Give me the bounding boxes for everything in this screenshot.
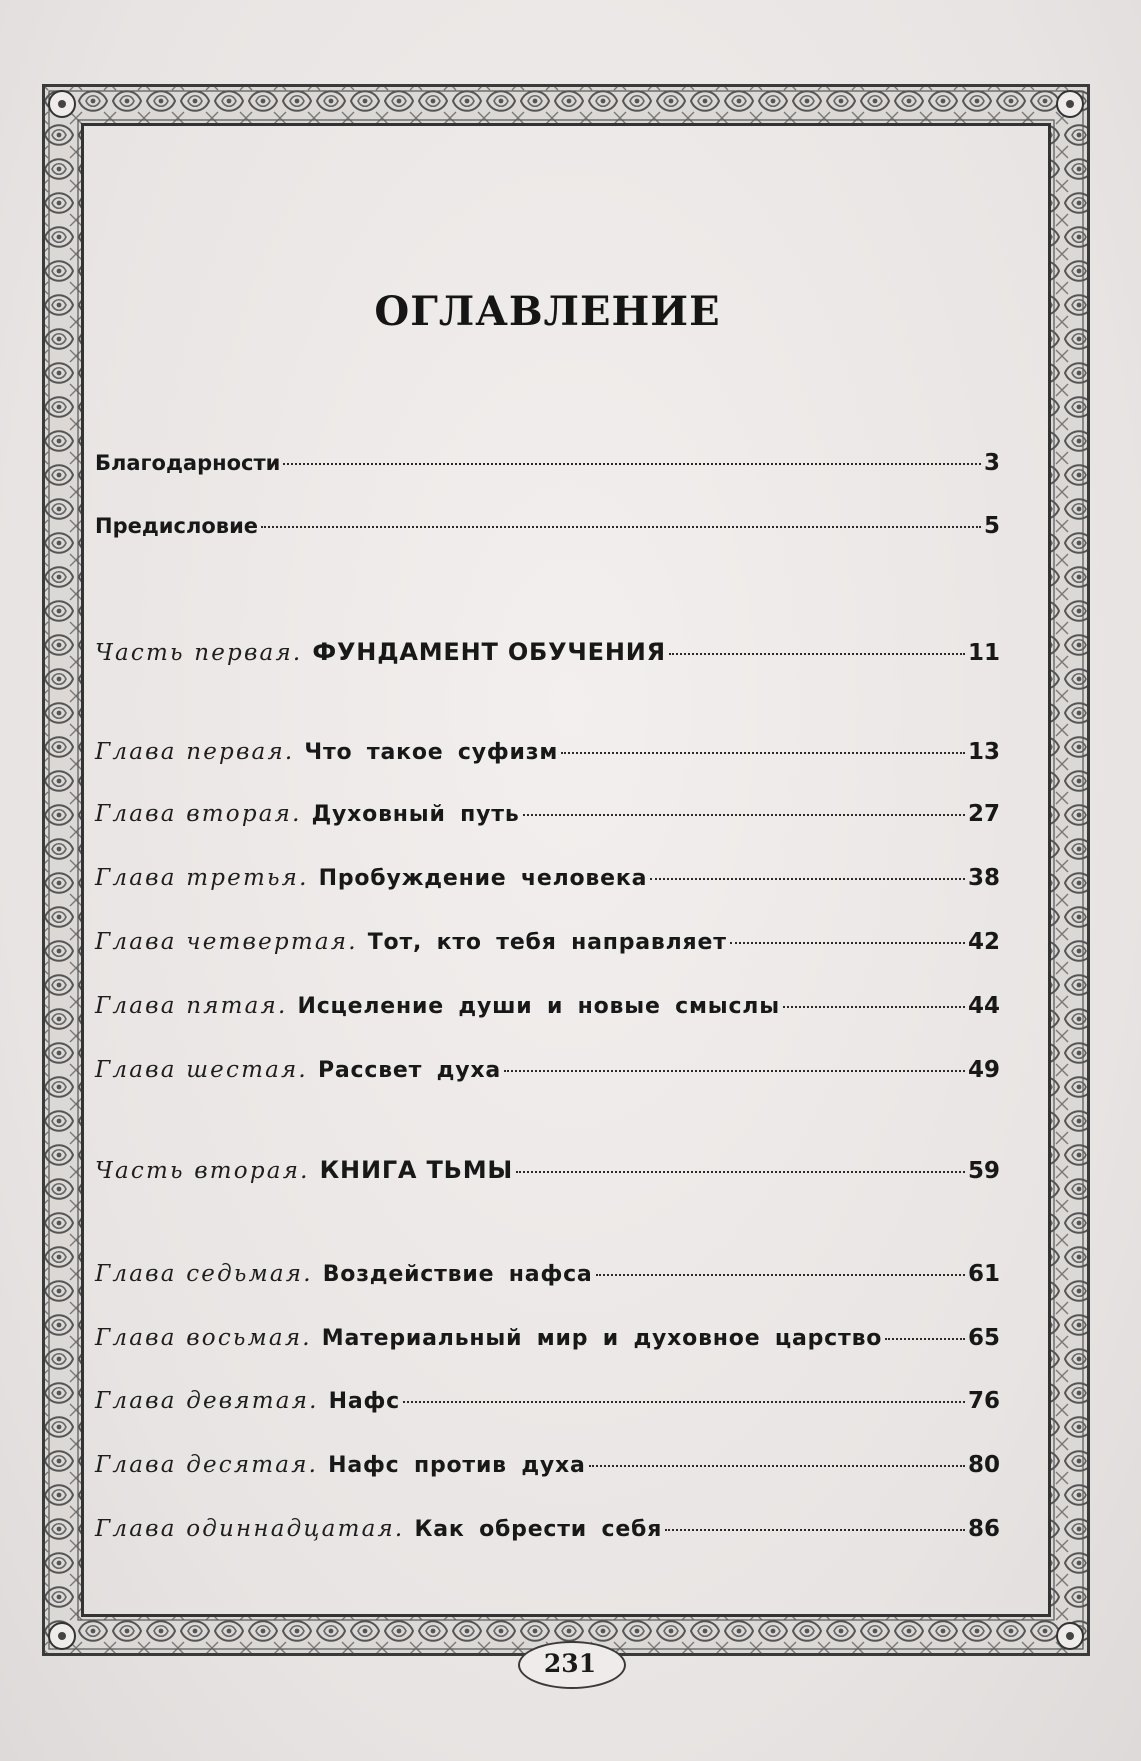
toc-entry-title: Предисловие xyxy=(95,514,259,538)
dot-leader xyxy=(783,1006,965,1008)
toc-entry-page: 49 xyxy=(967,1057,1000,1083)
toc-entry-label xyxy=(95,638,666,666)
toc-entry xyxy=(95,864,1000,898)
toc-entry-page: 80 xyxy=(967,1452,1000,1478)
toc-entry-label xyxy=(95,1387,400,1414)
toc-entry-prefix: Часть первая. xyxy=(95,640,303,666)
toc-entry-label xyxy=(95,1451,586,1478)
toc-entry xyxy=(95,1515,1000,1549)
toc-entry-page: 38 xyxy=(967,865,1000,891)
toc-entry-page: 13 xyxy=(967,739,1000,765)
toc-entry-page: 3 xyxy=(983,450,1000,476)
dot-leader xyxy=(665,1529,965,1531)
toc-entry-label xyxy=(95,992,780,1019)
toc-entry-prefix: Глава вторая. xyxy=(95,801,302,827)
toc-entry-label xyxy=(95,1515,662,1542)
toc-entry xyxy=(95,1451,1000,1485)
toc-entry-prefix: Часть вторая. xyxy=(95,1158,310,1184)
toc-entry-title: Что такое суфизм xyxy=(304,740,559,765)
toc-entry-label xyxy=(95,800,520,827)
dot-leader xyxy=(516,1171,965,1173)
toc-entry-title: КНИГА ТЬМЫ xyxy=(319,1156,514,1184)
toc-entry xyxy=(95,638,1000,672)
toc-entry-page: 65 xyxy=(967,1325,1000,1351)
dot-leader xyxy=(669,653,965,655)
dot-leader xyxy=(589,1465,965,1467)
toc-entry-page: 11 xyxy=(967,640,1000,666)
toc-entry xyxy=(95,1387,1000,1421)
toc-entry-title: Материальный мир и духовное царство xyxy=(321,1326,883,1351)
toc-entry-title: Нафс xyxy=(328,1389,400,1414)
dot-leader xyxy=(885,1338,965,1340)
toc-entry-label xyxy=(95,928,727,955)
toc-entry-title: Как обрести себя xyxy=(414,1517,663,1542)
toc-entry-prefix: Глава одиннадцатая. xyxy=(95,1516,405,1542)
toc-entry-label xyxy=(95,1056,501,1083)
toc-entry xyxy=(95,449,1000,483)
toc-entry-prefix: Глава девятая. xyxy=(95,1388,319,1414)
toc-entry xyxy=(95,1156,1000,1190)
toc-entry-title: ФУНДАМЕНТ ОБУЧЕНИЯ xyxy=(312,638,666,666)
dot-leader xyxy=(596,1274,965,1276)
toc-entry-page: 86 xyxy=(967,1516,1000,1542)
toc-entry-title: Нафс против духа xyxy=(328,1453,586,1478)
toc-entry-title: Тот, кто тебя направляет xyxy=(367,930,727,955)
page-number xyxy=(510,1641,630,1685)
toc-entry-label xyxy=(95,449,280,476)
toc-entry xyxy=(95,738,1000,772)
dot-leader xyxy=(730,942,965,944)
toc-entry-page: 42 xyxy=(967,929,1000,955)
dot-leader xyxy=(283,463,981,465)
toc-entry-page: 59 xyxy=(967,1158,1000,1184)
toc-entry-title: Благодарности xyxy=(95,451,281,475)
dot-leader xyxy=(403,1401,965,1403)
toc-entry-title: Воздействие нафса xyxy=(322,1262,593,1287)
toc-entry-page: 44 xyxy=(967,993,1000,1019)
toc-entry-prefix: Глава первая. xyxy=(95,739,295,765)
dot-leader xyxy=(561,752,965,754)
page-number-text: 231 xyxy=(543,1648,597,1678)
dot-leader xyxy=(261,526,981,528)
toc-entry xyxy=(95,512,1000,546)
toc-entry-page: 76 xyxy=(967,1388,1000,1414)
toc-entry xyxy=(95,928,1000,962)
toc-entry-prefix: Глава пятая. xyxy=(95,993,288,1019)
toc-entry-prefix: Глава седьмая. xyxy=(95,1261,313,1287)
toc-entry-label xyxy=(95,1324,882,1351)
toc-entry-prefix: Глава шестая. xyxy=(95,1057,308,1083)
toc-entry-page: 5 xyxy=(983,513,1000,539)
toc-entry-prefix: Глава четвертая. xyxy=(95,929,358,955)
toc-entry-title: Рассвет духа xyxy=(317,1058,501,1083)
toc-entry-prefix: Глава третья. xyxy=(95,865,309,891)
toc-entry-title: Духовный путь xyxy=(311,802,520,827)
toc-entry-prefix: Глава восьмая. xyxy=(95,1325,312,1351)
toc-entry xyxy=(95,992,1000,1026)
dot-leader xyxy=(504,1070,965,1072)
toc-entry-page: 27 xyxy=(967,801,1000,827)
toc-entry xyxy=(95,1260,1000,1294)
toc-entry-label xyxy=(95,512,258,539)
toc-entry-title: Исцеление души и новые смыслы xyxy=(297,994,780,1019)
toc-entry-label xyxy=(95,738,558,765)
page-title: ОГЛАВЛЕНИЕ xyxy=(374,288,721,335)
toc-entry-label xyxy=(95,1260,593,1287)
toc-entry-label xyxy=(95,864,647,891)
toc-entry xyxy=(95,800,1000,834)
toc-entry xyxy=(95,1056,1000,1090)
toc-entry-prefix: Глава десятая. xyxy=(95,1452,319,1478)
dot-leader xyxy=(650,878,965,880)
toc-entry-label xyxy=(95,1156,513,1184)
dot-leader xyxy=(523,814,965,816)
toc-entry-page: 61 xyxy=(967,1261,1000,1287)
toc-entry-title: Пробуждение человека xyxy=(318,866,648,891)
toc-entry xyxy=(95,1324,1000,1358)
